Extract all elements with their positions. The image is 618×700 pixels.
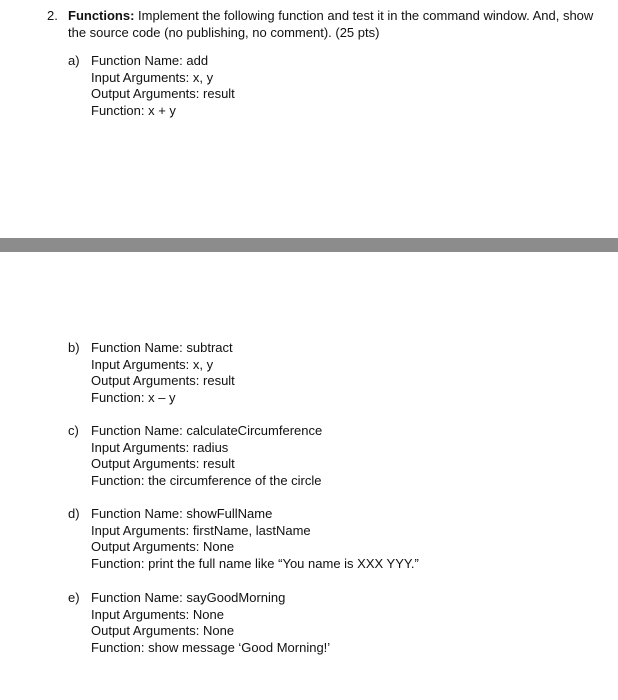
input-arguments: Input Arguments: None <box>91 606 224 622</box>
function-description: Function: print the full name like “You name is XXX YYY.” <box>91 556 419 572</box>
item-letter: e) <box>68 590 80 605</box>
output-arguments: Output Arguments: result <box>91 456 235 472</box>
item-letter: d) <box>68 506 80 521</box>
output-arguments: Output Arguments: None <box>91 623 235 639</box>
item-letter: b) <box>68 340 80 355</box>
item-letter: a) <box>68 53 80 68</box>
question-title: Functions: <box>68 8 135 23</box>
output-arguments: Output Arguments: result <box>91 373 235 389</box>
question-number: 2. <box>47 8 58 23</box>
function-name: Function Name: subtract <box>91 340 233 355</box>
function-description: Function: x – y <box>91 390 176 406</box>
page-divider <box>0 238 618 252</box>
function-name: Function Name: sayGoodMorning <box>91 590 286 605</box>
function-description: Function: the circumference of the circle <box>91 473 322 489</box>
item-letter: c) <box>68 423 79 438</box>
input-arguments: Input Arguments: x, y <box>91 356 214 372</box>
question-body: Implement the following function and test it in the command window. And, show the source code (no publishing, no comment). (25 pts) <box>68 8 594 40</box>
output-arguments: Output Arguments: None <box>91 539 235 555</box>
function-name: Function Name: add <box>91 53 209 68</box>
question-text <box>68 7 613 41</box>
input-arguments: Input Arguments: radius <box>91 439 229 455</box>
function-description: Function: show message ‘Good Morning!’ <box>91 640 331 656</box>
input-arguments: Input Arguments: firstName, lastName <box>91 522 311 538</box>
function-name: Function Name: showFullName <box>91 506 273 521</box>
function-description: Function: x + y <box>91 103 176 119</box>
input-arguments: Input Arguments: x, y <box>91 69 214 85</box>
output-arguments: Output Arguments: result <box>91 86 235 102</box>
function-name: Function Name: calculateCircumference <box>91 423 323 438</box>
